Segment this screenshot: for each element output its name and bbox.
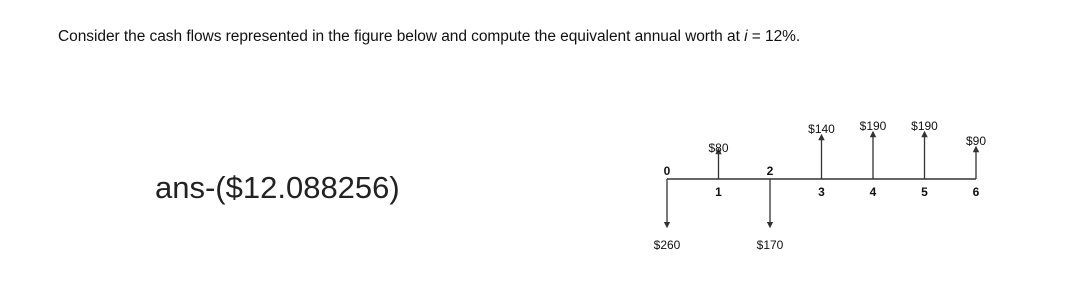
cash-flow-amount-3: $140 — [808, 122, 835, 136]
period-label-6: 6 — [972, 185, 980, 199]
cash-flow-amount-6: $90 — [965, 134, 987, 148]
cash-flow-amount-1: $80 — [708, 141, 729, 155]
answer-text: ans-($12.088256) — [155, 170, 400, 205]
period-label-4: 4 — [869, 185, 877, 199]
question-prefix: Consider the cash flows represented in the figure below and compute the equivalent annual worth at — [58, 28, 745, 45]
cash-flow-amount-0: $260 — [653, 238, 681, 252]
question-suffix: = 12%. — [747, 28, 801, 45]
cash-flow-amount-5: $190 — [911, 119, 938, 133]
period-label-1: 1 — [715, 185, 722, 199]
period-label-0: 0 — [663, 164, 671, 178]
cash-flow-amount-2: $170 — [756, 238, 784, 252]
period-label-2: 2 — [766, 164, 774, 178]
period-label-5: 5 — [921, 185, 928, 199]
interest-variable: i — [744, 28, 748, 45]
cash-flow-amount-4: $190 — [859, 119, 887, 133]
period-label-3: 3 — [818, 185, 825, 199]
